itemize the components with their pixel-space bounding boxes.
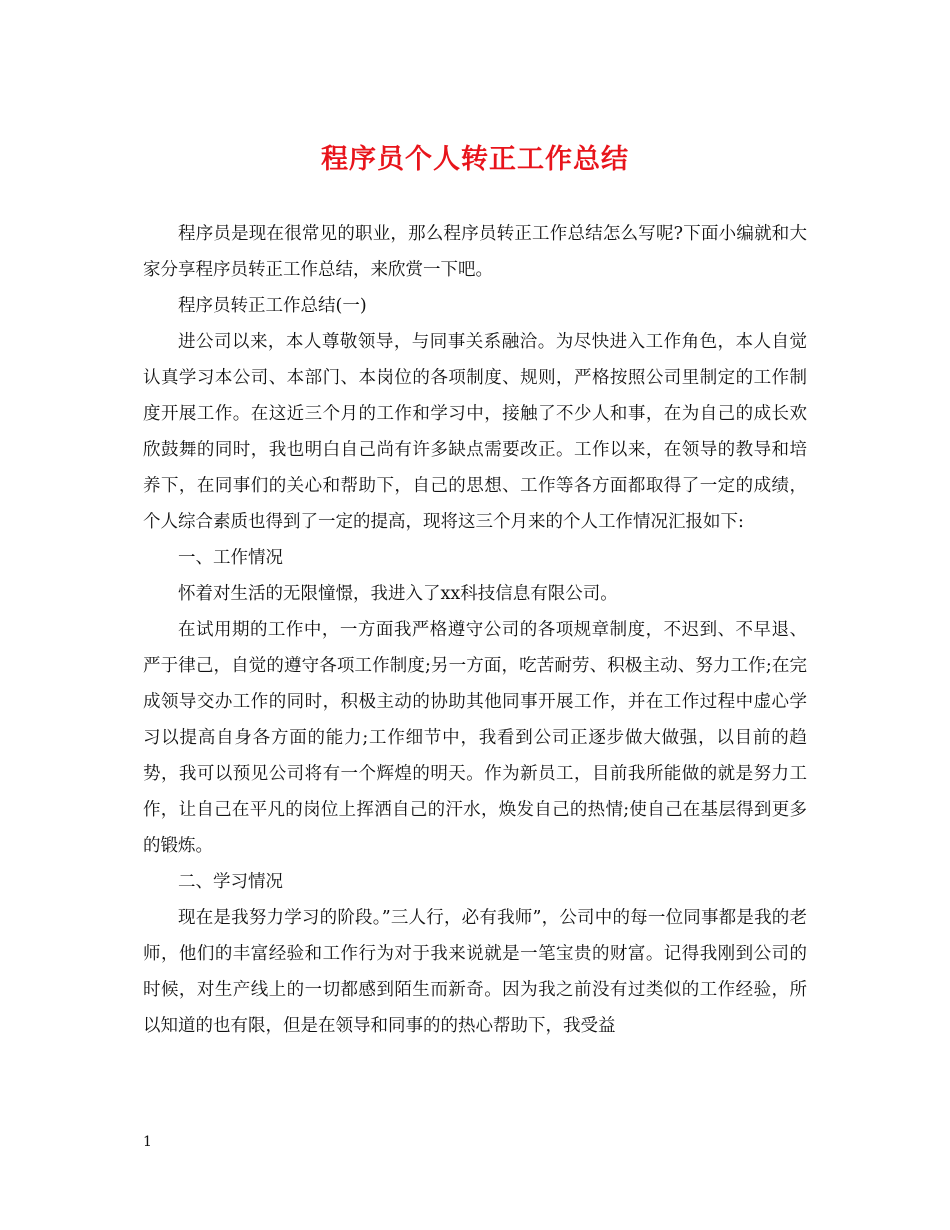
- paragraph: 进公司以来，本人尊敬领导，与同事关系融洽。为尽快进入工作角色，本人自觉认真学习本公司、本部门、本岗位的各项制度、规则，严格按照公司里制定的工作制度开展工作。在这近三个月的工作和学习中，接触了不少人和事，在为自己的成长欢欣鼓舞的同时，我也明白自己尚有许多缺点需要改正。工作以来，在领导的教导和培养下，在同事们的关心和帮助下，自己的思想、工作等各方面都取得了一定的成绩，个人综合素质也得到了一定的提高，现将这三个月来的个人工作情况汇报如下:: [143, 332, 807, 532]
- page-number: 1: [143, 1134, 152, 1150]
- section-heading: 一、工作情况: [178, 548, 283, 568]
- section-heading: 程序员转正工作总结(一): [178, 296, 367, 316]
- paragraph: 怀着对生活的无限憧憬，我进入了xx科技信息有限公司。: [178, 584, 618, 604]
- paragraph: 在试用期的工作中，一方面我严格遵守公司的各项规章制度，不迟到、不早退、严于律己，自觉的遵守各项工作制度;另一方面，吃苦耐劳、积极主动、努力工作;在完成领导交办工作的同时，积极主动的协助其他同事开展工作，并在工作过程中虚心学习以提高自身各方面的能力;工作细节中，我看到公司正逐步做大做强，以目前的趋势，我可以预见公司将有一个辉煌的明天。作为新员工，目前我所能做的就是努力工作，让自己在平凡的岗位上挥洒自己的汗水，焕发自己的热情;使自己在基层得到更多的锻炼。: [143, 620, 807, 856]
- paragraph: 现在是我努力学习的阶段。”三人行，必有我师”，公司中的每一位同事都是我的老师，他们的丰富经验和工作行为对于我来说就是一笔宝贵的财富。记得我刚到公司的时候，对生产线上的一切都感到陌生而新奇。因为我之前没有过类似的工作经验，所以知道的也有限，但是在领导和同事的的热心帮助下，我受益: [143, 908, 807, 1036]
- document-title: 程序员个人转正工作总结: [321, 144, 629, 175]
- section-heading: 二、学习情况: [178, 872, 283, 892]
- paragraph-intro: 程序员是现在很常见的职业，那么程序员转正工作总结怎么写呢?下面小编就和大家分享程序员转正工作总结，来欣赏一下吧。: [143, 224, 807, 280]
- document-body: [143, 216, 807, 1044]
